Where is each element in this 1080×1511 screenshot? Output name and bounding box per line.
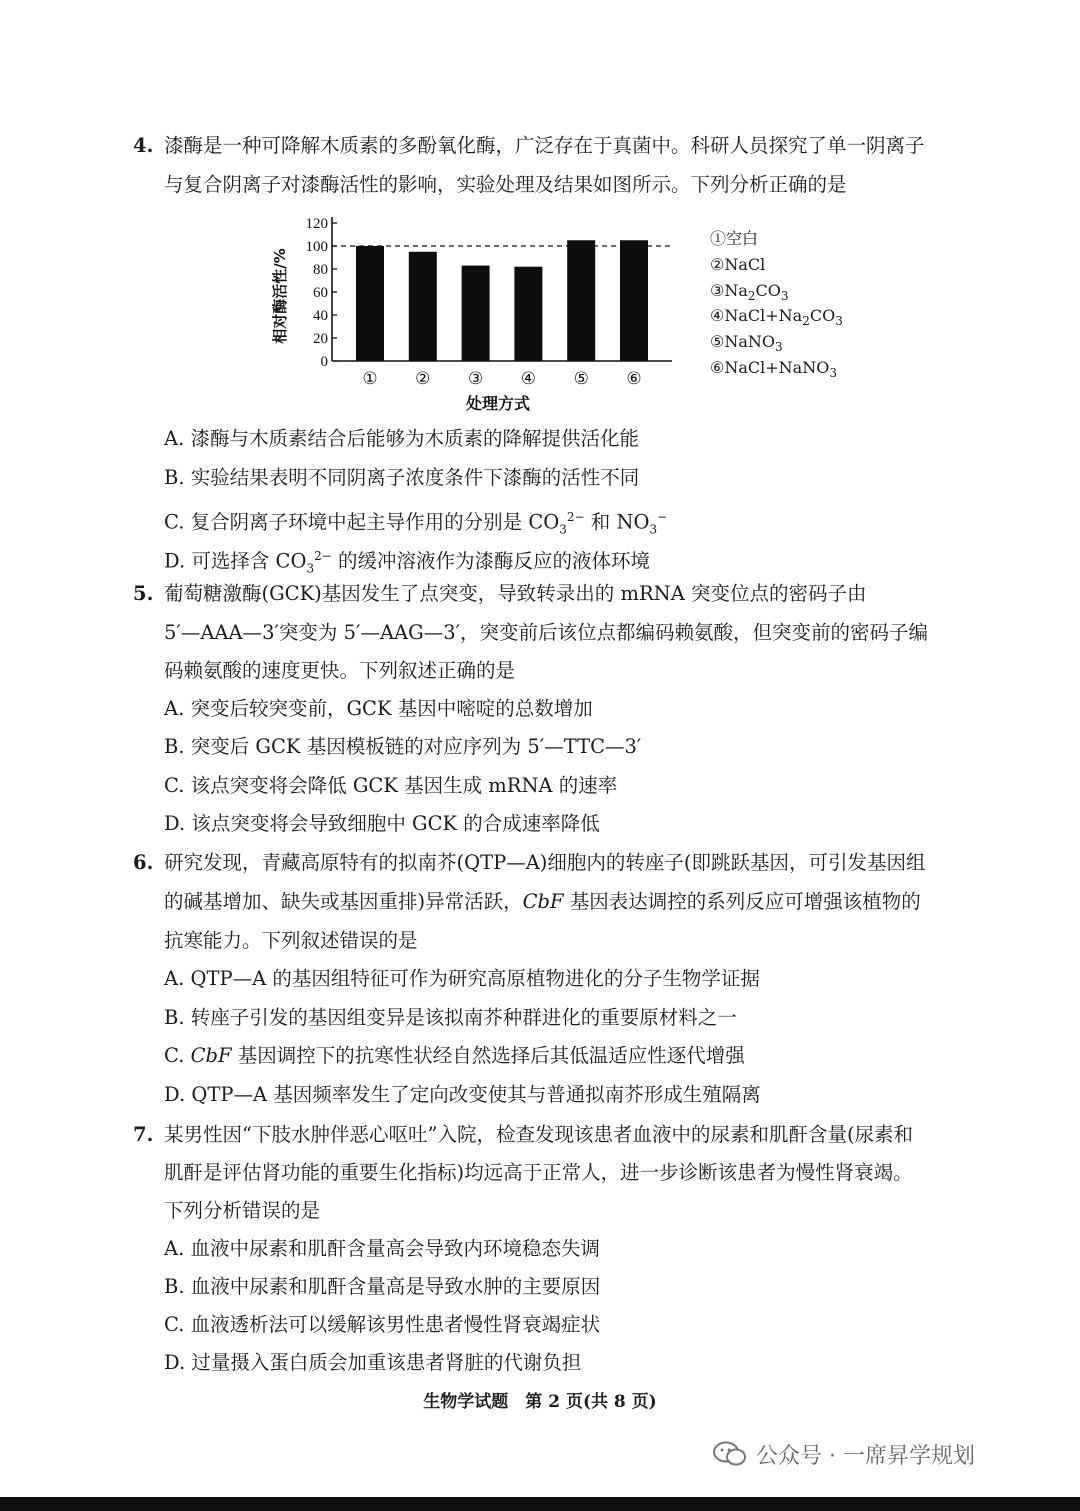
q6-stem-line2: 的碱基增加、缺失或基因重排)异常活跃，CbF 基因表达调控的系列反应可增强该植物的	[164, 890, 921, 913]
q5-option-a: A. 突变后较突变前，GCK 基因中嘧啶的总数增加	[164, 697, 593, 720]
y-tick-label: 40	[313, 308, 328, 324]
q6-option-d: D. QTP—A 基因频率发生了定向改变使其与普通拟南芥形成生殖隔离	[164, 1083, 761, 1106]
q5-option-b: B. 突变后 GCK 基因模板链的对应序列为 5′—TTC—3′	[164, 735, 642, 758]
page-footer: 生物学试题 第 2 页(共 8 页)	[423, 1392, 657, 1412]
bar-1	[356, 246, 384, 361]
q4-option-b: B. 实验结果表明不同阴离子浓度条件下漆酶的活性不同	[164, 466, 640, 489]
q5-stem-line2: 5′—AAA—3′突变为 5′—AAG—3′，突变前后该位点都编码赖氨酸，但突变前的密码子编	[164, 621, 929, 644]
q6-stem-line3: 抗寒能力。下列叙述错误的是	[164, 929, 418, 952]
x-tick-label-5: ⑤	[573, 369, 589, 389]
legend-item-3: $③Na_2CO_3$	[710, 280, 789, 303]
chart-legend	[710, 226, 843, 381]
bar-4	[514, 267, 542, 361]
legend-item-1: ①空白	[710, 229, 759, 248]
q7-stem-line3: 下列分析错误的是	[164, 1199, 321, 1222]
enzyme-activity-bar-chart	[262, 205, 702, 420]
q6-number: 6.	[133, 851, 154, 874]
q7-option-b: B. 血液中尿素和肌酐含量高是导致水肿的主要原因	[164, 1275, 601, 1298]
q4-option-a: A. 漆酶与木质素结合后能够为木质素的降解提供活化能	[164, 427, 639, 450]
y-tick-label: 80	[313, 262, 328, 278]
q5-option-d: D. 该点突变将会导致细胞中 GCK 的合成速率降低	[164, 812, 600, 835]
watermark-text: 公众号 · 一席昇学规划	[756, 1443, 975, 1469]
bar-5	[567, 240, 595, 361]
bar-3	[462, 266, 490, 361]
y-tick-label: 60	[313, 285, 328, 301]
legend-item-2: ②NaCl	[710, 254, 766, 274]
q4-stem-line2: 与复合阴离子对漆酶活性的影响，实验处理及结果如图所示。下列分析正确的是	[164, 173, 847, 196]
bottom-border	[0, 1497, 1080, 1511]
q7-option-a: A. 血液中尿素和肌酐含量高会导致内环境稳态失调	[164, 1237, 600, 1260]
q6-stem-line1: 研究发现，青藏高原特有的拟南芥(QTP—A)细胞内的转座子(即跳跃基因，可引发基因组	[164, 851, 926, 874]
x-tick-label-3: ③	[467, 369, 484, 389]
q4-number: 4.	[133, 134, 154, 157]
q7-option-c: C. 血液透析法可以缓解该男性患者慢性肾衰竭症状	[164, 1313, 601, 1336]
q7-stem-line2: 肌酐是评估肾功能的重要生化指标)均远高于正常人，进一步诊断该患者为慢性肾衰竭。	[164, 1161, 913, 1184]
y-tick-label: 0	[320, 354, 328, 370]
bar-2	[409, 252, 437, 361]
q7-option-d: D. 过量摄入蛋白质会加重该患者肾脏的代谢负担	[164, 1351, 582, 1374]
legend-item-5: ⑤NaNO$_3$	[710, 332, 783, 355]
q4-option-c: C. 复合阴离子环境中起主导作用的分别是 $CO_3^{2-}$ 和 $NO_3^-$	[164, 510, 668, 537]
legend-item-6: ⑥NaCl+NaNO$_3$	[710, 357, 837, 381]
legend-item-4: $④NaCl+Na_2CO_3$	[710, 306, 843, 329]
q5-stem-line3: 码赖氨酸的速度更快。下列叙述正确的是	[164, 659, 516, 682]
x-tick-label-2: ②	[415, 369, 431, 389]
q5-stem-line1: 葡萄糖激酶(GCK)基因发生了点突变，导致转录出的 mRNA 突变位点的密码子由	[164, 582, 867, 605]
wechat-icon	[712, 1440, 748, 1468]
q6-option-b: B. 转座子引发的基因组变异是该拟南芥种群进化的重要原材料之一	[164, 1006, 737, 1029]
bar-6	[620, 240, 648, 361]
watermark	[712, 1434, 975, 1474]
q5-option-c: C. 该点突变将会降低 GCK 基因生成 mRNA 的速率	[164, 774, 618, 797]
q6-option-c: C. CbF 基因调控下的抗寒性状经自然选择后其低温适应性逐代增强	[164, 1044, 745, 1067]
x-tick-label-6: ⑥	[626, 369, 642, 389]
q6-option-a: A. QTP—A 的基因组特征可作为研究高原植物进化的分子生物学证据	[164, 967, 760, 990]
q4-stem-line1: 漆酶是一种可降解木质素的多酚氧化酶，广泛存在于真菌中。科研人员探究了单一阴离子	[164, 134, 925, 157]
x-tick-label-1: ①	[362, 369, 378, 389]
x-tick-label-4: ④	[520, 369, 537, 389]
y-axis-label: 相对酶活性/%	[271, 248, 289, 344]
q7-stem-line1: 某男性因“下肢水肿伴恶心呕吐”入院，检查发现该患者血液中的尿素和肌酐含量(尿素和	[164, 1123, 914, 1146]
x-axis-label: 处理方式	[465, 394, 531, 413]
y-tick-label: 20	[313, 331, 328, 347]
q7-number: 7.	[133, 1123, 154, 1146]
y-tick-label: 100	[305, 239, 328, 255]
q4-option-d: D. 可选择含 $CO_3^{2-}$ 的缓冲溶液作为漆酶反应的液体环境	[164, 549, 650, 576]
y-tick-label: 120	[305, 216, 328, 232]
q5-number: 5.	[133, 582, 154, 605]
